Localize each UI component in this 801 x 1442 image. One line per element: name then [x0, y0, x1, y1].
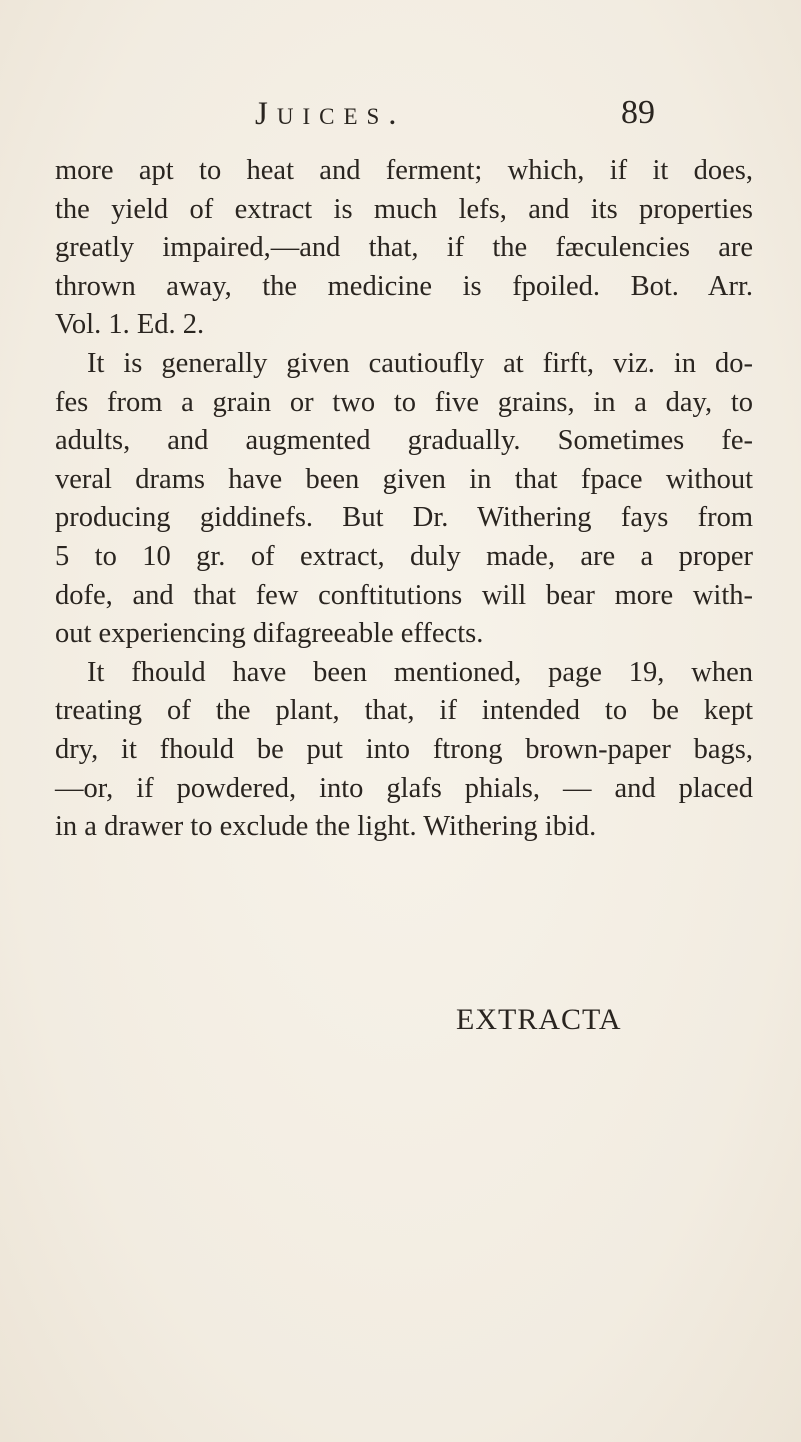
text-line: thrown away, the medicine is fpoiled. Bot. Arr.: [55, 270, 753, 302]
text-line: greatly impaired,—and that, if the fæculencies are: [55, 232, 753, 264]
body-text: [55, 152, 753, 847]
running-head: Juices.: [255, 96, 406, 132]
text-line: in a drawer to exclude the light. Withering ibid.: [55, 811, 597, 843]
text-line: producing giddinefs. But Dr. Withering fays from: [55, 502, 753, 534]
text-line: Vol. 1. Ed. 2.: [55, 309, 205, 341]
page-header: [255, 96, 655, 142]
page-number: 89: [621, 94, 655, 131]
text-line: fes from a grain or two to five grains, in a day, to: [55, 386, 753, 418]
text-line: dry, it fhould be put into ftrong brown-paper bags,: [55, 733, 753, 765]
text-line: —or, if powdered, into glafs phials, — and placed: [55, 772, 753, 804]
text-line: veral drams have been given in that fpace without: [55, 463, 753, 495]
text-line: more apt to heat and ferment; which, if it does,: [55, 155, 753, 186]
text-line: dofe, and that few conftitutions will bear more with-: [55, 579, 753, 611]
text-line: It fhould have been mentioned, page 19, when: [87, 656, 753, 688]
text-line: It is generally given cautioufly at firft, viz. in do-: [87, 347, 753, 379]
catchword: EXTRACTA: [456, 1003, 622, 1036]
text-line: adults, and augmented gradually. Sometimes fe-: [55, 425, 753, 457]
text-line: the yield of extract is much lefs, and its properties: [55, 193, 753, 225]
text-line: 5 to 10 gr. of extract, duly made, are a proper: [55, 540, 753, 572]
text-line: out experiencing difagreeable effects.: [55, 618, 484, 650]
text-line: treating of the plant, that, if intended to be kept: [55, 695, 753, 727]
